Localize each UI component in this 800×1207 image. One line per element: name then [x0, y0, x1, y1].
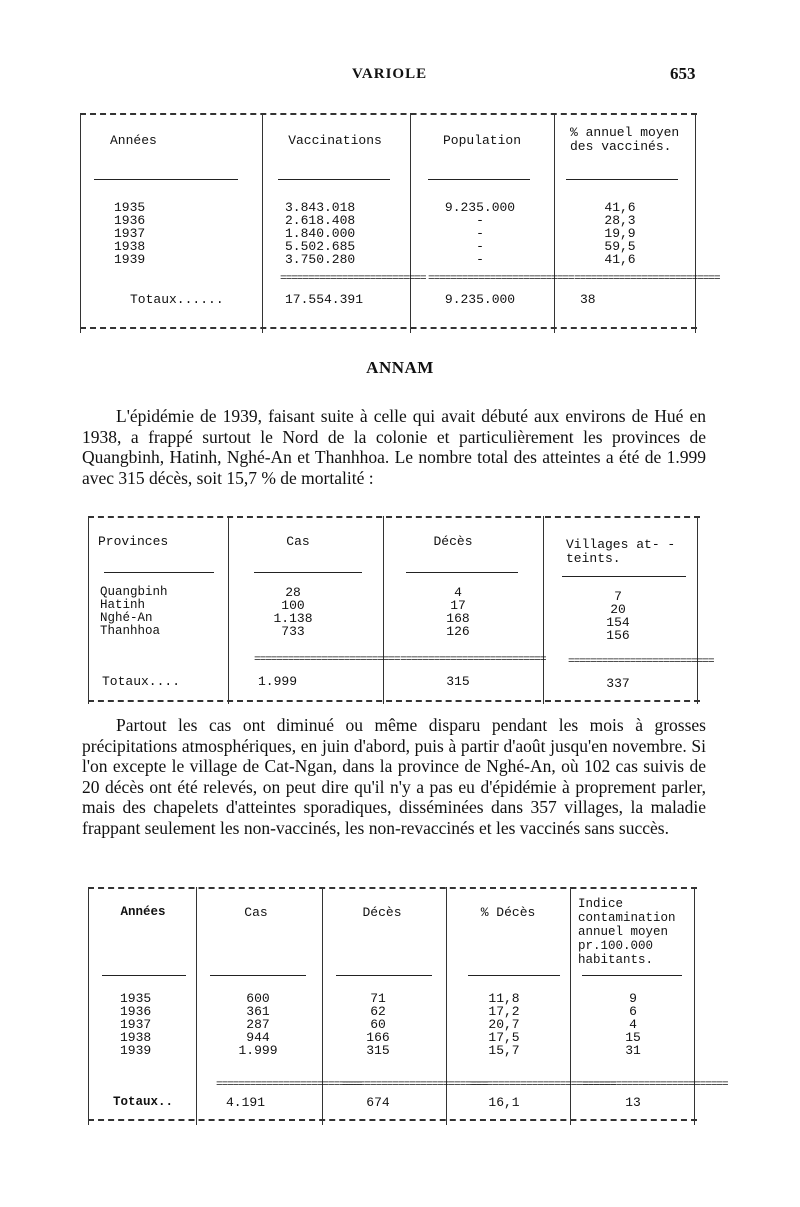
pct-deces-cell: 17,2	[488, 1004, 520, 1019]
year-cell: 1936	[114, 213, 146, 228]
indice-cell: 31	[625, 1043, 641, 1058]
header-villages: Villages at- -teints.	[566, 537, 676, 566]
table-col-line	[196, 887, 197, 1125]
total-cas: 4.191	[226, 1095, 266, 1110]
deces-column	[408, 586, 508, 638]
rule-equals: ==========================	[400, 654, 546, 666]
table-col-line	[410, 113, 411, 333]
total-cas: 1.999	[258, 674, 298, 689]
cas-cell: 1.999	[238, 1043, 278, 1058]
annual-cases-table	[88, 887, 728, 1125]
paragraph-diminution: Partout les cas ont diminué ou même disparu pendant les mois à grosses précipitations atmosphériques, en juin d'abord, puis à partir d'août jusqu'en novembre. Si l'on excepte le village de Cat-Ngan, dans la province de Nghé-An, où 102 cas suivis de 20 décès ont été relevés, on peut dire qu'il n'y a pas eu d'épidémie à proprement parler, mais des chapelets d'atteintes sporadiques, disséminées dans 357 villages, la maladie frappant seulement les non-vaccinés, les non-revaccinés et les vaccinés sans succès.	[82, 715, 706, 838]
cas-cell: 100	[281, 598, 305, 613]
table-bottom-border	[88, 700, 700, 702]
table-col-line	[383, 516, 384, 704]
provinces-table	[88, 516, 714, 704]
province-cell: Hatinh	[100, 598, 146, 612]
header-underline	[582, 975, 682, 976]
header-population: Population	[442, 133, 521, 148]
rule-equals: ==========================	[574, 273, 720, 285]
population-cell: -	[476, 252, 484, 267]
header-underline	[210, 975, 306, 976]
province-cell: Nghé-An	[100, 611, 153, 625]
deces-cell: 60	[370, 1017, 386, 1032]
total-indice: 13	[625, 1095, 641, 1110]
header-pct-deces: % Décès	[480, 905, 536, 920]
total-deces: 674	[366, 1095, 390, 1110]
vaccination-cell: 3.750.280	[285, 252, 356, 267]
table-col-line	[80, 113, 81, 333]
table-col-line	[695, 113, 696, 333]
indice-cell: 9	[629, 991, 637, 1006]
pct-cell: 59,5	[604, 239, 636, 254]
table-top-border	[88, 887, 697, 889]
header-provinces: Provinces	[98, 534, 169, 549]
table-bottom-border	[88, 1119, 697, 1121]
villages-cell: 20	[610, 602, 626, 617]
total-pct: 38	[580, 292, 596, 307]
villages-cell: 156	[606, 628, 630, 643]
years-column	[114, 201, 174, 266]
table-col-line	[88, 516, 89, 704]
province-cell: Quangbinh	[100, 585, 168, 599]
year-cell: 1939	[114, 252, 146, 267]
year-cell: 1935	[120, 991, 152, 1006]
indice-cell: 6	[629, 1004, 637, 1019]
page-number: 653	[670, 64, 696, 83]
year-cell: 1937	[120, 1017, 152, 1032]
villages-cell: 154	[606, 615, 630, 630]
header-deces: Décès	[433, 534, 473, 549]
header-underline	[94, 179, 238, 180]
population-column	[430, 201, 530, 266]
rule-equals: ==========================	[470, 1079, 616, 1091]
deces-cell: 4	[454, 585, 462, 600]
total-vaccinations: 17.554.391	[285, 292, 364, 307]
pct-cell: 28,3	[604, 213, 636, 228]
total-pct: 16,1	[488, 1095, 520, 1110]
paragraph-epidemie: L'épidémie de 1939, faisant suite à celle qui avait débuté aux environs de Hué en 1938, a frappé surtout le Nord de la colonie et particulièrement les provinces de Quangbinh, Hatinh, Nghé-An et Thanhhoa. Le nombre total des atteintes a été de 1.999 avec 315 décès, soit 15,7 % de mortalité :	[82, 406, 706, 488]
section-title: ANNAM	[366, 358, 434, 377]
pct-deces-cell: 20,7	[488, 1017, 520, 1032]
deces-cell: 168	[446, 611, 470, 626]
header-deces: Décès	[362, 905, 402, 920]
rule-equals: ==========================	[582, 1079, 728, 1091]
deces-cell: 62	[370, 1004, 386, 1019]
cas-cell: 28	[285, 585, 301, 600]
total-villages: 337	[606, 676, 630, 691]
year-cell: 1938	[114, 239, 146, 254]
rule-equals: ==========================	[428, 273, 574, 285]
table-col-line	[88, 887, 89, 1125]
total-label: Totaux....	[102, 674, 181, 689]
year-cell: 1937	[114, 226, 146, 241]
table-col-line	[554, 113, 555, 333]
table-top-border	[80, 113, 697, 115]
table-col-line	[228, 516, 229, 704]
rule-equals: ==========================	[254, 654, 400, 666]
cas-cell: 600	[246, 991, 270, 1006]
table-bottom-border	[80, 327, 697, 329]
header-indice: Indice contamination annuel moyen pr.100.000 habitants.	[578, 897, 676, 967]
villages-column	[568, 590, 668, 642]
header-underline	[336, 975, 432, 976]
rule-equals: ==========================	[216, 1079, 362, 1091]
total-population: 9.235.000	[444, 292, 516, 307]
vaccination-cell: 5.502.685	[285, 239, 356, 254]
population-cell: -	[476, 226, 484, 241]
vaccination-cell: 3.843.018	[285, 200, 356, 215]
header-underline	[102, 975, 186, 976]
header-underline	[468, 975, 560, 976]
villages-cell: 7	[614, 589, 622, 604]
years-column	[120, 992, 180, 1057]
header-underline	[406, 572, 518, 573]
deces-cell: 71	[370, 991, 386, 1006]
deces-cell: 166	[366, 1030, 390, 1045]
rule-equals: ==========================	[342, 1079, 488, 1091]
pct-deces-cell: 17,5	[488, 1030, 520, 1045]
cas-cell: 733	[281, 624, 305, 639]
table-col-line	[697, 516, 698, 704]
pct-column	[580, 201, 660, 266]
pct-deces-cell: 11,8	[488, 991, 520, 1006]
header-underline	[562, 576, 686, 577]
running-header-title: VARIOLE	[352, 66, 428, 82]
population-cell: -	[476, 239, 484, 254]
total-label: Totaux......	[130, 292, 224, 307]
header-pct-vaccines: % annuel moyen des vaccinés.	[570, 125, 680, 154]
population-cell: 9.235.000	[444, 200, 516, 215]
indice-cell: 4	[629, 1017, 637, 1032]
cas-cell: 361	[246, 1004, 270, 1019]
header-underline	[278, 179, 390, 180]
deces-cell: 315	[366, 1043, 390, 1058]
table-col-line	[262, 113, 263, 333]
pct-deces-column	[464, 992, 544, 1057]
cas-cell: 287	[246, 1017, 270, 1032]
provinces-column	[100, 586, 220, 638]
cas-column	[248, 586, 338, 638]
header-annees: Années	[110, 133, 157, 148]
year-cell: 1936	[120, 1004, 152, 1019]
vaccination-cell: 1.840.000	[285, 226, 356, 241]
pct-deces-cell: 15,7	[488, 1043, 520, 1058]
pct-cell: 41,6	[604, 200, 636, 215]
table-col-line	[543, 516, 544, 704]
indice-cell: 15	[625, 1030, 641, 1045]
rule-equals: ==========================	[568, 656, 714, 668]
year-cell: 1939	[120, 1043, 152, 1058]
cas-cell: 1.138	[273, 611, 313, 626]
header-underline	[104, 572, 214, 573]
header-underline	[566, 179, 678, 180]
table-top-border	[88, 516, 700, 518]
header-vaccinations: Vaccinations	[288, 133, 382, 148]
province-cell: Thanhhoa	[100, 624, 161, 638]
header-underline	[428, 179, 530, 180]
cas-column	[218, 992, 298, 1057]
pct-cell: 19,9	[604, 226, 636, 241]
population-cell: -	[476, 213, 484, 228]
total-deces: 315	[446, 674, 470, 689]
vaccination-table	[80, 113, 720, 333]
year-cell: 1938	[120, 1030, 152, 1045]
rule-equals: ==========================	[280, 273, 426, 285]
pct-cell: 41,6	[604, 252, 636, 267]
header-annees: Années	[120, 905, 166, 919]
total-label: Totaux..	[112, 1095, 173, 1109]
header-underline	[254, 572, 362, 573]
header-cas: Cas	[286, 534, 310, 549]
header-cas: Cas	[244, 905, 268, 920]
vaccinations-column	[285, 201, 385, 266]
vaccination-cell: 2.618.408	[285, 213, 356, 228]
cas-cell: 944	[246, 1030, 270, 1045]
deces-cell: 17	[450, 598, 466, 613]
indice-column	[603, 992, 663, 1057]
year-cell: 1935	[114, 200, 146, 215]
deces-cell: 126	[446, 624, 470, 639]
deces-column	[338, 992, 418, 1057]
